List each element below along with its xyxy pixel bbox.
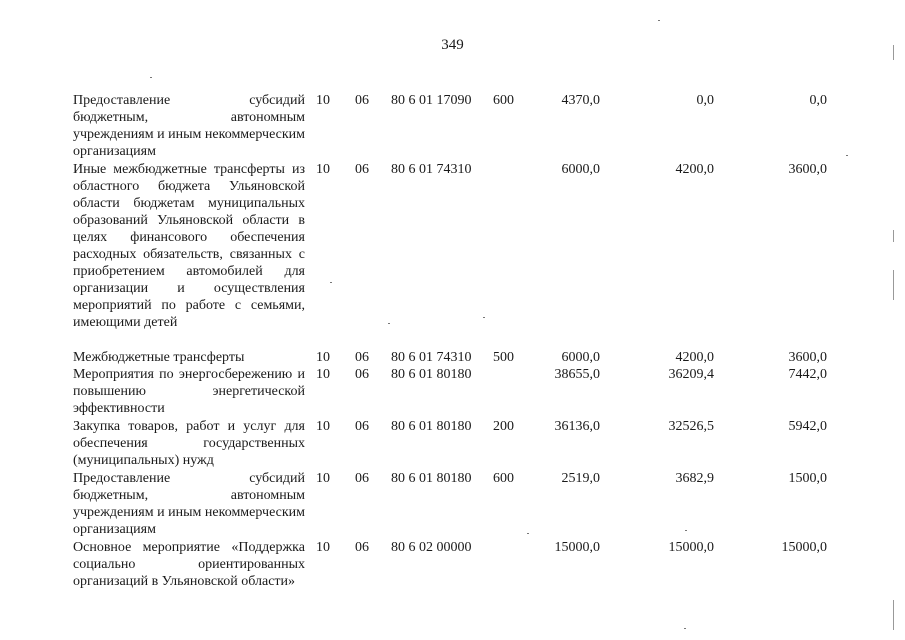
- scan-edge-mark: [893, 230, 894, 242]
- section-code: 10: [316, 471, 330, 486]
- section-code: 10: [316, 350, 330, 365]
- amount-year-2: 0,0: [696, 93, 714, 108]
- scan-edge-mark: [893, 270, 894, 300]
- amount-year-2: 15000,0: [668, 540, 714, 555]
- amount-year-1: 6000,0: [561, 350, 600, 365]
- subsection-code: 06: [355, 93, 369, 108]
- scan-speck: [150, 77, 152, 78]
- scan-speck: [388, 323, 390, 324]
- scan-speck: [684, 628, 686, 629]
- scan-speck: [527, 533, 529, 534]
- row-name: Предоставление субсидий бюджетным, автономным учреждениям и иным некоммерческим организациям: [73, 471, 305, 537]
- row-name: Мероприятия по энергосбережению и повышению энергетической эффективности: [73, 367, 305, 416]
- target-article-code: 80 6 01 80180: [391, 471, 472, 486]
- amount-year-1: 38655,0: [554, 367, 600, 382]
- scan-speck: [330, 282, 332, 283]
- section-code: 10: [316, 162, 330, 177]
- amount-year-3: 3600,0: [788, 162, 827, 177]
- row-name: Иные межбюджетные трансферты из областного бюджета Ульяновской области бюджетам муниципальных образований Ульяновской области в целях финансового обеспечения расходных обязательств, связанных с приобретением автомобилей для организации и осуществления мероприятий по работе с семьями, имеющими детей: [73, 162, 305, 330]
- section-code: 10: [316, 367, 330, 382]
- amount-year-3: 5942,0: [788, 419, 827, 434]
- row-name: Предоставление субсидий бюджетным, автономным учреждениям и иным некоммерческим организациям: [73, 93, 305, 159]
- amount-year-3: 15000,0: [781, 540, 827, 555]
- section-code: 10: [316, 540, 330, 555]
- subsection-code: 06: [355, 540, 369, 555]
- row-name: Основное мероприятие «Поддержка социально ориентированных организаций в Ульяновской области»: [73, 540, 305, 589]
- amount-year-1: 6000,0: [561, 162, 600, 177]
- subsection-code: 06: [355, 162, 369, 177]
- expense-type-code: 500: [493, 350, 514, 365]
- subsection-code: 06: [355, 367, 369, 382]
- target-article-code: 80 6 01 80180: [391, 419, 472, 434]
- amount-year-3: 1500,0: [788, 471, 827, 486]
- target-article-code: 80 6 01 17090: [391, 93, 472, 108]
- scan-speck: [658, 20, 660, 21]
- amount-year-2: 4200,0: [675, 350, 714, 365]
- expense-type-code: 600: [493, 471, 514, 486]
- amount-year-2: 3682,9: [675, 471, 714, 486]
- subsection-code: 06: [355, 419, 369, 434]
- page-number: 349: [441, 37, 464, 53]
- subsection-code: 06: [355, 350, 369, 365]
- target-article-code: 80 6 02 00000: [391, 540, 472, 555]
- scan-edge-mark: [893, 600, 894, 630]
- amount-year-1: 4370,0: [561, 93, 600, 108]
- amount-year-1: 36136,0: [554, 419, 600, 434]
- amount-year-3: 7442,0: [788, 367, 827, 382]
- section-code: 10: [316, 419, 330, 434]
- amount-year-2: 36209,4: [668, 367, 714, 382]
- row-name: Межбюджетные трансферты: [73, 350, 245, 365]
- amount-year-1: 2519,0: [561, 471, 600, 486]
- scan-speck: [846, 155, 848, 156]
- amount-year-2: 32526,5: [668, 419, 714, 434]
- scan-edge-mark: [893, 45, 894, 60]
- target-article-code: 80 6 01 80180: [391, 367, 472, 382]
- section-code: 10: [316, 93, 330, 108]
- amount-year-2: 4200,0: [675, 162, 714, 177]
- row-name: Закупка товаров, работ и услуг для обеспечения государственных (муниципальных) нужд: [73, 419, 305, 468]
- amount-year-3: 0,0: [809, 93, 827, 108]
- target-article-code: 80 6 01 74310: [391, 162, 472, 177]
- expense-type-code: 600: [493, 93, 514, 108]
- target-article-code: 80 6 01 74310: [391, 350, 472, 365]
- scan-speck: [483, 317, 485, 318]
- scan-speck: [685, 530, 687, 531]
- subsection-code: 06: [355, 471, 369, 486]
- amount-year-3: 3600,0: [788, 350, 827, 365]
- expense-type-code: 200: [493, 419, 514, 434]
- amount-year-1: 15000,0: [554, 540, 600, 555]
